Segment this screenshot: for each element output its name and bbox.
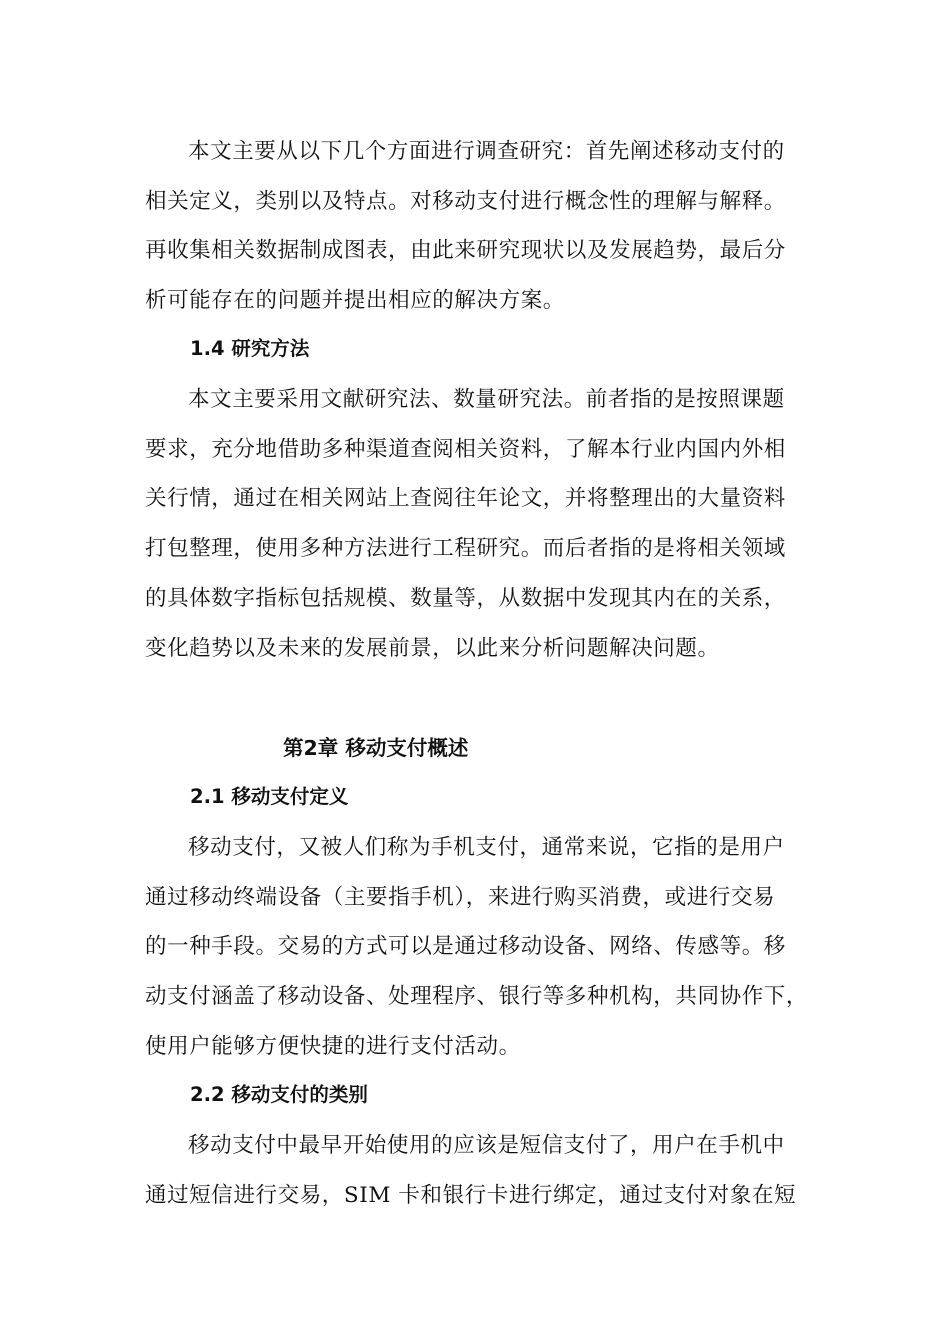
text-line: 通过移动终端设备（主要指手机），来进行购买消费，或进行交易 — [145, 884, 776, 910]
text-line: 关行情，通过在相关网站上查阅往年论文，并将整理出的大量资料 — [145, 486, 786, 512]
text-line: 变化趋势以及未来的发展前景，以此来分析问题解决问题。 — [145, 635, 720, 661]
paragraph-research-methods — [145, 375, 825, 673]
text-line: 相关定义，类别以及特点。对移动支付进行概念性的理解与解释。 — [145, 188, 786, 214]
text-line: 的一种手段。交易的方式可以是通过移动设备、网络、传感等。移 — [145, 934, 786, 960]
text-line: 移动支付中最早开始使用的应该是短信支付了，用户在手机中 — [188, 1133, 785, 1158]
text-line: 析可能存在的问题并提出相应的解决方案。 — [145, 288, 565, 314]
text-line: 的具体数字指标包括规模、数量等，从数据中发现其内在的关系， — [145, 585, 786, 611]
text-line: 通过短信进行交易，SIM 卡和银行卡进行绑定，通过支付对象在短 — [145, 1182, 797, 1208]
text-line: 动支付涵盖了移动设备、处理程序、银行等多种机构，共同协作下， — [145, 984, 809, 1010]
section-heading-2-1: 2.1 移动支付定义 — [190, 785, 349, 808]
text-line: 打包整理，使用多种方法进行工程研究。而后者指的是将相关领域 — [145, 536, 786, 562]
text-line: 再收集相关数据制成图表，由此来研究现状以及发展趋势，最后分 — [145, 238, 786, 264]
paragraph-mobile-payment-definition — [145, 823, 825, 1072]
text-line: 使用户能够方便快捷的进行支付活动。 — [145, 1033, 521, 1059]
paragraph-research-scope — [145, 127, 825, 326]
section-heading-2-2: 2.2 移动支付的类别 — [190, 1083, 368, 1106]
chapter-heading-2: 第2章 移动支付概述 — [283, 736, 469, 760]
text-line: 要求，充分地借助多种渠道查阅相关资料，了解本行业内国内外相 — [145, 436, 786, 462]
text-line: 本文主要从以下几个方面进行调查研究：首先阐述移动支付的 — [188, 139, 785, 164]
section-heading-1-4: 1.4 研究方法 — [190, 337, 310, 360]
text-line: 移动支付，又被人们称为手机支付，通常来说，它指的是用户 — [188, 835, 785, 860]
paragraph-mobile-payment-types — [145, 1121, 825, 1220]
text-line: 本文主要采用文献研究法、数量研究法。前者指的是按照课题 — [188, 387, 785, 412]
